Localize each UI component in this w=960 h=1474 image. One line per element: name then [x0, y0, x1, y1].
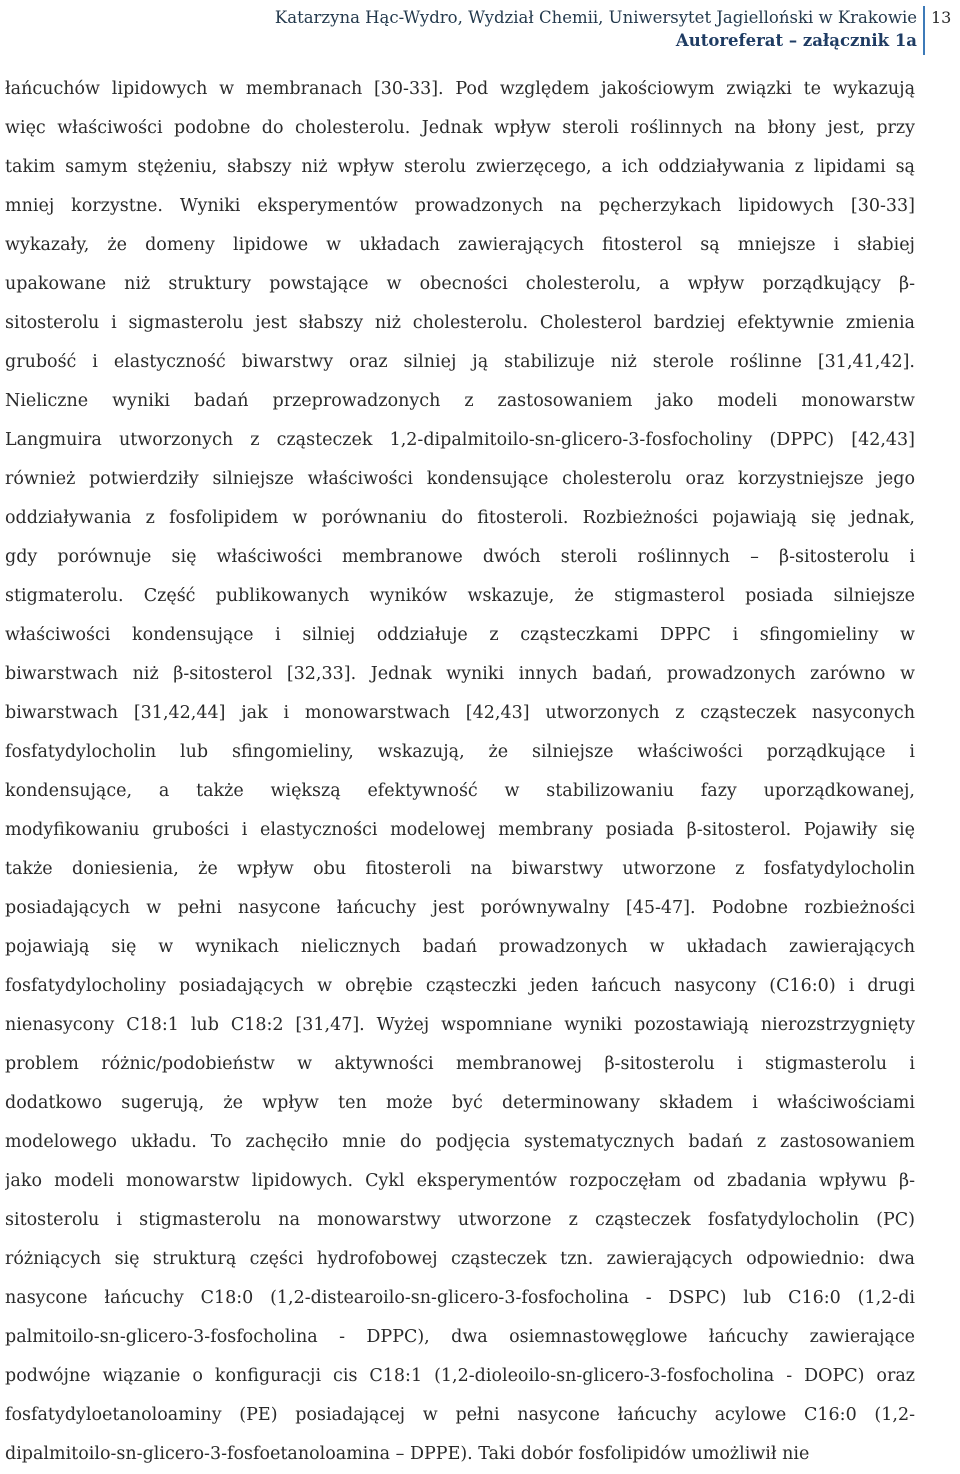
text-line: takim samym stężeniu, słabszy niż wpływ sterolu zwierzęcego, a ich oddziaływania z lipidami są [5, 157, 915, 177]
text-line: fosfatydyloetanoloaminy (PE) posiadającej w pełni nasycone łańcuchy acylowe C16:0 (1,2- [5, 1405, 915, 1425]
text-line: wykazały, że domeny lipidowe w układach zawierających fitosterol są mniejsze i słabiej [5, 235, 915, 255]
page-header [0, 6, 960, 56]
text-line: sitosterolu i sigmasterolu jest słabszy niż cholesterolu. Cholesterol bardziej efektywnie zmienia [5, 313, 915, 333]
text-line: fosfatydylocholin lub sfingomieliny, wskazują, że silniejsze właściwości porządkujące i [5, 742, 915, 762]
text-line: biwarstwach niż β-sitosterol [32,33]. Jednak wyniki innych badań, prowadzonych zarówno w [5, 664, 915, 684]
text-line: modelowego układu. To zachęciło mnie do podjęcia systematycznych badań z zastosowaniem [5, 1132, 915, 1152]
body-text [5, 70, 915, 1474]
text-line: podwójne wiązanie o konfiguracji cis C18:1 (1,2-dioleoilo-sn-glicero-3-fosfocholina - DOPC) oraz [5, 1366, 915, 1386]
text-line: więc właściwości podobne do cholesterolu. Jednak wpływ steroli roślinnych na błony jest, przy [5, 118, 915, 138]
text-line: stigmaterolu. Część publikowanych wyników wskazuje, że stigmasterol posiada silniejsze [5, 586, 915, 606]
text-line: sitosterolu i stigmasterolu na monowarstwy utworzone z cząsteczek fosfatydylocholin (PC) [5, 1210, 915, 1230]
text-line: także doniesienia, że wpływ obu fitosteroli na biwarstwy utworzone z fosfatydylocholin [5, 859, 915, 879]
text-line: Nieliczne wyniki badań przeprowadzonych z zastosowaniem jako modeli monowarstw [5, 391, 915, 411]
text-line: oddziaływania z fosfolipidem w porównaniu do fitosteroli. Rozbieżności pojawiają się jednak, [5, 508, 915, 528]
text-line: problem różnic/podobieństw w aktywności membranowej β-sitosterolu i stigmasterolu i [5, 1054, 915, 1074]
header-subtitle: Autoreferat – załącznik 1a [675, 31, 917, 50]
text-line: dodatkowo sugerują, że wpływ ten może być determinowany składem i właściwościami [5, 1093, 915, 1113]
text-line: modyfikowaniu grubości i elastyczności modelowej membrany posiada β-sitosterol. Pojawiły się [5, 820, 915, 840]
header-author: Katarzyna Hąc-Wydro, Wydział Chemii, Uniwersytet Jagielloński w Krakowie [274, 8, 917, 27]
text-line: jako modeli monowarstw lipidowych. Cykl eksperymentów rozpoczęłam od zbadania wpływu β- [5, 1171, 915, 1191]
text-line: właściwości kondensujące i silniej oddziałuje z cząsteczkami DPPC i sfingomieliny w [5, 625, 915, 645]
text-line: różniących się strukturą części hydrofobowej cząsteczek tzn. zawierających odpowiednio: dwa [5, 1249, 915, 1269]
text-line: również potwierdziły silniejsze właściwości kondensujące cholesterolu oraz korzystniejsze jego [5, 469, 915, 489]
text-line: posiadających w pełni nasycone łańcuchy jest porównywalny [45-47]. Podobne rozbieżności [5, 898, 915, 918]
text-line: biwarstwach [31,42,44] jak i monowarstwach [42,43] utworzonych z cząsteczek nasyconych [5, 703, 915, 723]
text-line: kondensujące, a także większą efektywność w stabilizowaniu fazy uporządkowanej, [5, 781, 915, 801]
text-line: Langmuira utworzonych z cząsteczek 1,2-dipalmitoilo-sn-glicero-3-fosfocholiny (DPPC) [42,43] [5, 430, 915, 450]
text-line: dipalmitoilo-sn-glicero-3-fosfoetanoloamina – DPPE). Taki dobór fosfolipidów umożliwił nie [5, 1444, 810, 1464]
text-line: nienasycony C18:1 lub C18:2 [31,47]. Wyżej wspomniane wyniki pozostawiają nierozstrzygnięty [5, 1015, 915, 1035]
text-line: łańcuchów lipidowych w membranach [30-33]. Pod względem jakościowym związki te wykazują [5, 79, 915, 99]
text-line: upakowane niż struktury powstające w obecności cholesterolu, a wpływ porządkujący β- [5, 274, 915, 294]
text-line: nasycone łańcuchy C18:0 (1,2-distearoilo-sn-glicero-3-fosfocholina - DSPC) lub C16:0 (1,2-di [5, 1288, 915, 1308]
header-text [275, 6, 917, 52]
text-line: fosfatydylocholiny posiadających w obrębie cząsteczki jeden łańcuch nasycony (C16:0) i drugi [5, 976, 915, 996]
text-line: grubość i elastyczność biwarstwy oraz silniej ją stabilizuje niż sterole roślinne [31,41,42]. [5, 352, 915, 372]
text-line: palmitoilo-sn-glicero-3-fosfocholina - DPPC), dwa osiemnastowęglowe łańcuchy zawierające [5, 1327, 915, 1347]
text-line: mniej korzystne. Wyniki eksperymentów prowadzonych na pęcherzykach lipidowych [30-33] [5, 196, 915, 216]
page-number: 13 [923, 6, 960, 55]
text-line: gdy porównuje się właściwości membranowe dwóch steroli roślinnych – β-sitosterolu i [5, 547, 915, 567]
text-line: pojawiają się w wynikach nielicznych badań prowadzonych w układach zawierających [5, 937, 915, 957]
